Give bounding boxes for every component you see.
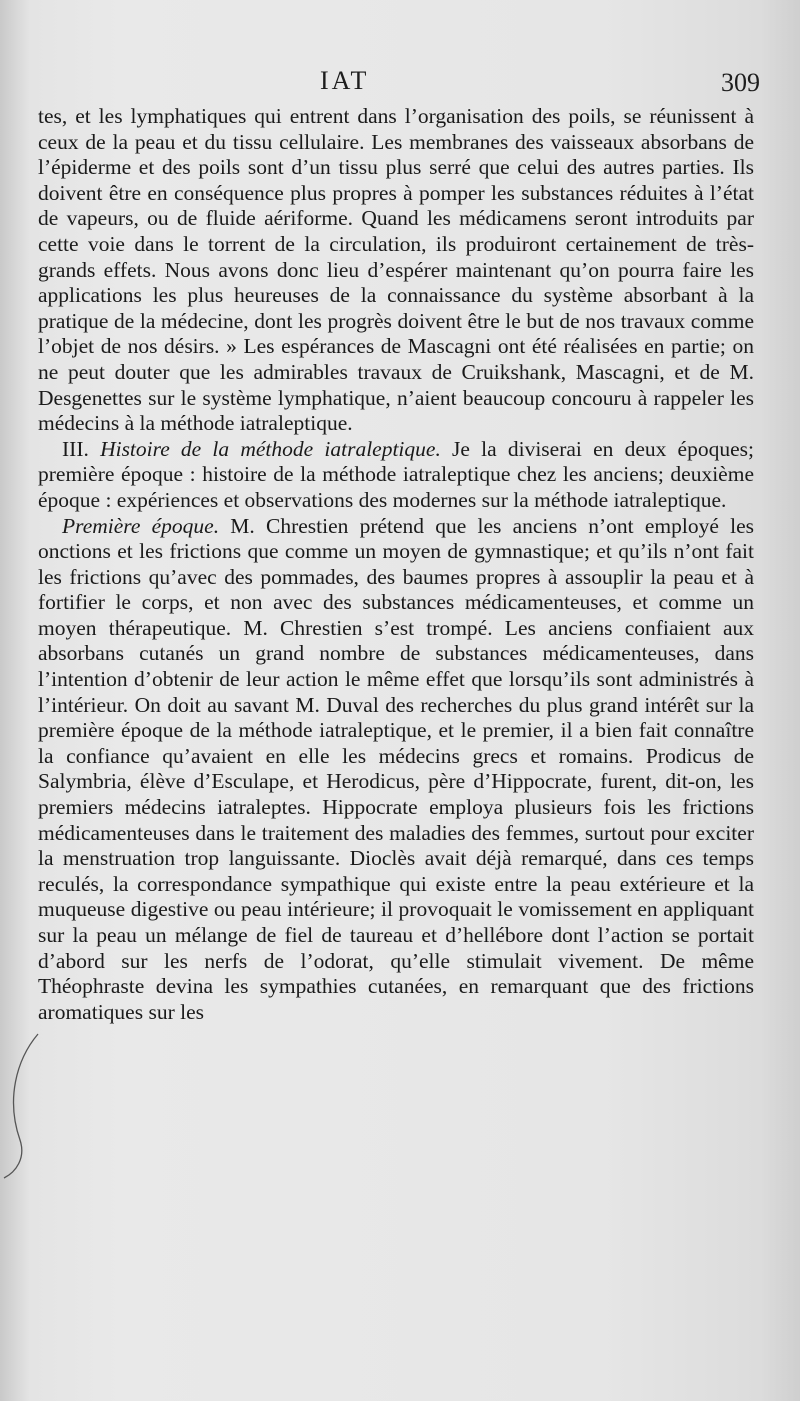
body-text <box>38 104 754 1025</box>
section-heading: Histoire de la méthode iatraleptique. <box>100 436 441 461</box>
page-number: 309 <box>721 68 760 97</box>
running-head: IAT <box>320 66 370 95</box>
margin-pencil-mark <box>2 1030 42 1180</box>
section-number: III. <box>62 436 101 461</box>
paragraph-1-text: tes, et les lymphatiques qui entrent dans l’organisation des poils, se réunissent à ceux de la peau et du tissu cellulaire. Les membranes des vaisseaux absorbans de l’épiderme et des poils sont d’un tissu plus serré que celui des autres parties. Ils doivent être en conséquence plus propres à pomper les substances réduites à l’état de vapeurs, ou de fluide aériforme. Quand les médicamens seront introduits par cette voie dans le torrent de la circulation, ils produiront certainement de très-grands effets. Nous avons donc lieu d’espérer maintenant qu’on pourra faire les applications les plus heureuses de la connaissance du système absorbant à la pratique de la médecine, dont les progrès doivent être le but de nos travaux comme l’objet de nos désirs. » Les espérances de Mascagni ont été réalisées en partie; on ne peut douter que les admirables travaux de Cruikshank, Mascagni, et de M. Desgenettes sur le système lymphatique, n’aient beaucoup concouru à rappeler les médecins à la méthode iatraleptique. <box>38 104 754 436</box>
paragraph-2-text: Je la diviserai en deux époques; première époque : histoire de la méthode iatraleptique chez les anciens; deuxième époque : expériences et observations des modernes sur la méthode iatraleptique. <box>38 436 754 512</box>
subsection-heading: Première époque. <box>62 513 220 538</box>
paragraph-1 <box>38 104 754 437</box>
paragraph-2 <box>38 437 754 514</box>
page-header <box>40 62 760 98</box>
paragraph-3 <box>38 514 754 1026</box>
paragraph-3-text: M. Chrestien prétend que les anciens n’ont employé les onctions et les frictions que comme un moyen de gymnastique; et qu’ils n’ont fait les frictions qu’avec des pommades, des baumes propres à assouplir la peau et à fortifier le corps, et non avec des substances médicamenteuses, et comme un moyen thérapeutique. M. Chrestien s’est trompé. Les anciens confiaient aux absorbans cutanés un grand nombre de substances médicamenteuses, dans l’intention d’obtenir de leur action le même effet que lorsqu’ils sont administrés à l’intérieur. On doit au savant M. Duval des recherches du plus grand intérêt sur la première époque de la méthode iatraleptique, et le premier, il a bien fait connaître la confiance qu’avaient en elle les médecins grecs et romains. Prodicus de Salymbria, élève d’Esculape, et Herodicus, père d’Hippocrate, furent, dit-on, les premiers médecins iatraleptes. Hippocrate employa plusieurs fois les frictions médicamenteuses dans le traitement des maladies des femmes, surtout pour exciter la menstruation trop languissante. Dioclès avait déjà remarqué, dans ces temps reculés, la correspondance sympathique qui existe entre la peau extérieure et la muqueuse digestive ou peau intérieure; il provoquait le vomissement en appliquant sur la peau un mélange de fiel de taureau et d’hellébore dont l’action se portait d’abord sur les nerfs de l’odorat, qu’elle stimulait vivement. De même Théophraste devina les sympathies cutanées, en remarquant que des frictions aromatiques sur les <box>38 513 754 1024</box>
